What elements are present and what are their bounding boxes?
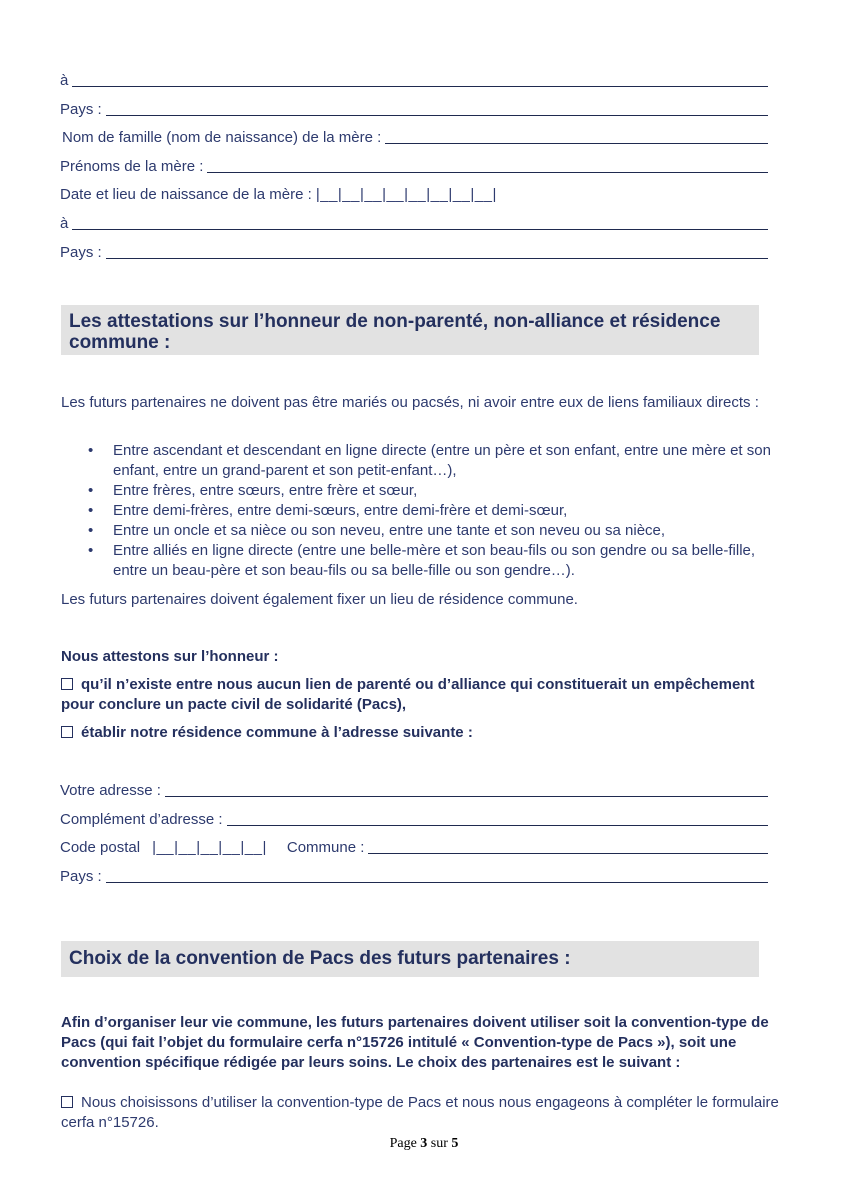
- input-line[interactable]: [227, 825, 768, 826]
- bullet: •: [88, 522, 94, 539]
- section-header-convention: Choix de la convention de Pacs des futurs partenaires :: [61, 941, 759, 977]
- page-footer: [0, 1136, 848, 1152]
- field-label: Nom de famille (nom de naissance) de la mère :: [62, 129, 382, 146]
- bullet: •: [88, 482, 94, 499]
- bullet: •: [88, 542, 94, 559]
- input-line[interactable]: [106, 882, 768, 883]
- address-field[interactable]: [60, 778, 768, 800]
- input-line[interactable]: [207, 172, 768, 173]
- field-label: Commune :: [286, 839, 365, 856]
- input-line[interactable]: [72, 86, 768, 87]
- checkbox-label: qu’il n’existe entre nous aucun lien de parenté ou d’alliance qui constituerait un empêchement pour conclure un pacte civil de solidarité (Pacs),: [61, 676, 755, 713]
- relationship-list: [61, 441, 785, 581]
- bullet: •: [88, 502, 94, 519]
- field-label: Pays :: [60, 101, 102, 118]
- checkbox-standard-convention[interactable]: [61, 1093, 785, 1133]
- input-line[interactable]: [106, 115, 768, 116]
- field-label: Prénoms de la mère :: [60, 158, 204, 175]
- list-item: • Entre demi-frères, entre demi-sœurs, entre demi-frère et demi-sœur,: [88, 502, 568, 519]
- field-label: Pays :: [60, 244, 102, 261]
- address-complement-field[interactable]: [60, 807, 768, 829]
- sur-word: sur: [430, 1136, 448, 1151]
- field-label: à: [60, 72, 69, 89]
- field-label: Votre adresse :: [60, 782, 161, 799]
- field-label: Date et lieu de naissance de la mère :: [60, 186, 312, 203]
- checkbox-no-kinship[interactable]: [61, 675, 785, 715]
- intro-paragraph: Les futurs partenaires ne doivent pas être mariés ou pacsés, ni avoir entre eux de liens familiaux directs :: [61, 394, 759, 411]
- input-line[interactable]: [72, 229, 768, 230]
- section-header-attestations: Les attestations sur l’honneur de non-parenté, non-alliance et résidence commune :: [61, 305, 759, 355]
- list-item: • Entre un oncle et sa nièce ou son neveu, entre une tante et son neveu ou sa nièce,: [88, 522, 666, 539]
- page-total: 5: [451, 1136, 459, 1151]
- field-label: Complément d’adresse :: [60, 811, 223, 828]
- list-item: • Entre frères, entre sœurs, entre frère et sœur,: [88, 482, 418, 499]
- residence-note: Les futurs partenaires doivent également fixer un lieu de résidence commune.: [61, 591, 578, 608]
- list-item: • Entre alliés en ligne directe (entre une belle-mère et son beau-fils ou son gendre ou sa belle-fille, entre un beau-père et son beau-fils ou sa belle-fille ou son gendre…).: [88, 542, 756, 579]
- page-number: 3: [420, 1136, 428, 1151]
- checkbox-icon[interactable]: [61, 678, 73, 690]
- bullet: •: [88, 442, 94, 459]
- date-boxes[interactable]: |__|__|__|__|__|__|__|__|: [315, 186, 497, 203]
- checkbox-icon[interactable]: [61, 726, 73, 738]
- convention-intro: Afin d’organiser leur vie commune, les futurs partenaires doivent utiliser soit la convention-type de Pacs (qui fait l’objet du formulaire cerfa n°15726 intitulé « Convention-type de Pacs »), soit une convention spécifique rédigée par leurs soins. Le choix des partenaires est le suivant :: [61, 1014, 769, 1071]
- mother-first-names-field[interactable]: [60, 154, 768, 176]
- mother-birth-place-field[interactable]: [60, 68, 768, 90]
- country-field-1[interactable]: [60, 97, 768, 119]
- mother-birth-place-field-2[interactable]: [60, 211, 768, 233]
- page-word: Page: [389, 1136, 417, 1151]
- checkbox-icon[interactable]: [61, 1096, 73, 1108]
- address-country-field[interactable]: [60, 864, 768, 886]
- checkbox-label: établir notre résidence commune à l’adresse suivante :: [81, 724, 473, 741]
- list-item: • Entre ascendant et descendant en ligne directe (entre un père et son enfant, entre une mère et son enfant, entre un grand-parent et son petit-enfant…),: [88, 442, 771, 479]
- commune-input-line[interactable]: [368, 853, 768, 854]
- postal-code-boxes[interactable]: |__|__|__|__|__|: [152, 839, 267, 856]
- checkbox-common-residence[interactable]: [61, 723, 785, 743]
- country-field-2[interactable]: [60, 240, 768, 262]
- input-line[interactable]: [106, 258, 768, 259]
- input-line[interactable]: [385, 143, 768, 144]
- field-label: à: [60, 215, 69, 232]
- field-label: Pays :: [60, 868, 102, 885]
- mother-birth-date-field[interactable]: [60, 182, 768, 204]
- postal-code-commune-row[interactable]: [60, 835, 768, 857]
- input-line[interactable]: [165, 796, 768, 797]
- checkbox-label: Nous choisissons d’utiliser la convention-type de Pacs et nous nous engageons à compléter le formulaire cerfa n°15726.: [61, 1094, 779, 1131]
- attest-heading: Nous attestons sur l’honneur :: [61, 648, 279, 665]
- field-label: Code postal: [60, 839, 141, 856]
- mother-last-name-field[interactable]: [62, 125, 768, 147]
